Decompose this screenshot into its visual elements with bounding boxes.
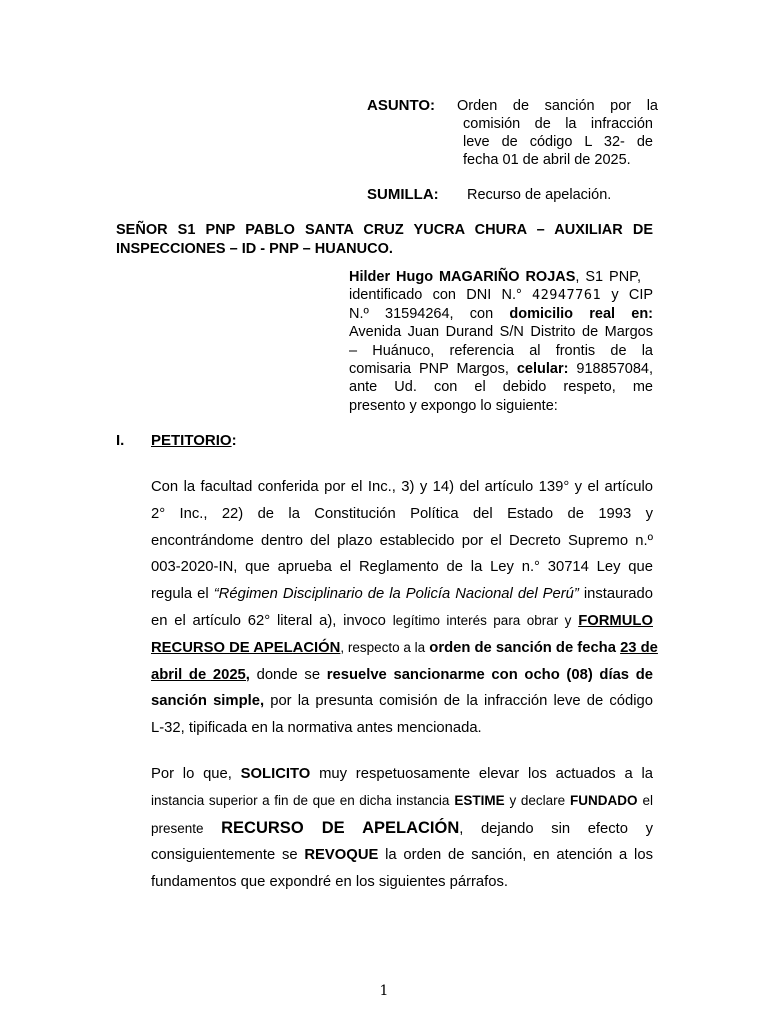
p1-line-10: L-32, tipificada en la normativa antes mencionada.: [151, 720, 482, 737]
page-number: 1: [379, 983, 389, 999]
p1-line-7: RECURSO DE APELACIÓN, respecto a la orden de sanción de fecha 23 de: [151, 639, 658, 656]
petitioner-block: [349, 268, 653, 415]
p1-line-4: 003-2020-IN, que aprueba el Reglamento de la Ley n.° 30714 Ley que: [151, 559, 653, 576]
p2-line-5: fundamentos que expondré en los siguientes párrafos.: [151, 874, 509, 891]
asunto-line-2: comisión de la infracción: [463, 116, 653, 132]
petitioner-line-8: presento y expongo lo siguiente:: [349, 397, 558, 414]
petitioner-line-3: N.º 31594264, con domicilio real en:: [349, 305, 653, 322]
p1-line-2: 2° Inc., 22) de la Constitución Política del Estado de 1993 y: [151, 505, 653, 522]
paragraph-2: [151, 761, 653, 896]
p1-line-1: Con la facultad conferida por el Inc., 3) y 14) del artículo 139° y el artículo: [151, 479, 653, 495]
dni-number: 42947761: [532, 287, 602, 304]
asunto-label: ASUNTO:: [367, 97, 436, 114]
p2-line-4: consiguientemente se REVOQUE la orden de sanción, en atención a los: [151, 847, 653, 864]
section-title: PETITORIO:: [151, 432, 237, 449]
sumilla-text: Recurso de apelación.: [467, 187, 612, 203]
addressee-line-1: SEÑOR S1 PNP PABLO SANTA CRUZ YUCRA CHURA – AUXILIAR DE: [116, 222, 653, 238]
asunto-line-3: leve de código L 32- de: [463, 134, 653, 150]
petitioner-line-7: ante Ud. con el debido respeto, me: [349, 379, 653, 396]
petitioner-name: Hilder Hugo MAGARIÑO ROJAS: [349, 269, 576, 285]
asunto-line-4: fecha 01 de abril de 2025.: [463, 152, 631, 168]
section-number: I.: [116, 432, 125, 449]
p2-line-1: Por lo que, SOLICITO muy respetuosamente elevar los actuados a la: [151, 766, 653, 782]
petitioner-line-1: Hilder Hugo MAGARIÑO ROJAS, S1 PNP,: [349, 269, 642, 285]
cip-number: 31594264: [385, 305, 450, 322]
recurso-apelacion: RECURSO DE APELACIÓN: [221, 818, 460, 837]
petitioner-line-5: – Huánuco, referencia al frontis de la: [349, 342, 653, 359]
petitioner-line-2: identificado con DNI N.° 42947761 y CIP: [349, 287, 654, 304]
petitioner-line-6: comisaria PNP Margos, celular: 918857084,: [349, 361, 654, 378]
petitioner-line-4: Avenida Juan Durand S/N Distrito de Margos: [349, 324, 653, 341]
p1-line-9: sanción simple, por la presunta comisión de la infracción leve de código: [151, 693, 653, 710]
sumilla-label: SUMILLA:: [367, 186, 439, 203]
p1-line-6: en el artículo 62° literal a), invoco legítimo interés para obrar y FORMULO: [151, 612, 653, 629]
paragraph-1: [151, 474, 658, 742]
regime-title: “Régimen Disciplinario de la Policía Nacional del Perú”: [213, 586, 579, 603]
p1-line-3: encontrándome dentro del plazo establecido por el Decreto Supremo n.º: [151, 532, 653, 549]
p2-line-3: presente RECURSO DE APELACIÓN, dejando sin efecto y: [151, 818, 653, 837]
asunto-line-1: Orden de sanción por la: [457, 98, 658, 114]
p2-line-2: instancia superior a fin de que en dicha instancia ESTIME y declare FUNDADO el: [151, 792, 653, 808]
addressee: [116, 221, 653, 259]
phone-number: 918857084,: [576, 361, 654, 378]
p1-line-8: abril de 2025, donde se resuelve sancionarme con ocho (08) días de: [151, 666, 653, 683]
p1-line-5: regula el “Régimen Disciplinario de la Policía Nacional del Perú” instaurado: [151, 586, 653, 603]
addressee-line-2: INSPECCIONES – ID - PNP – HUANUCO.: [116, 241, 393, 257]
